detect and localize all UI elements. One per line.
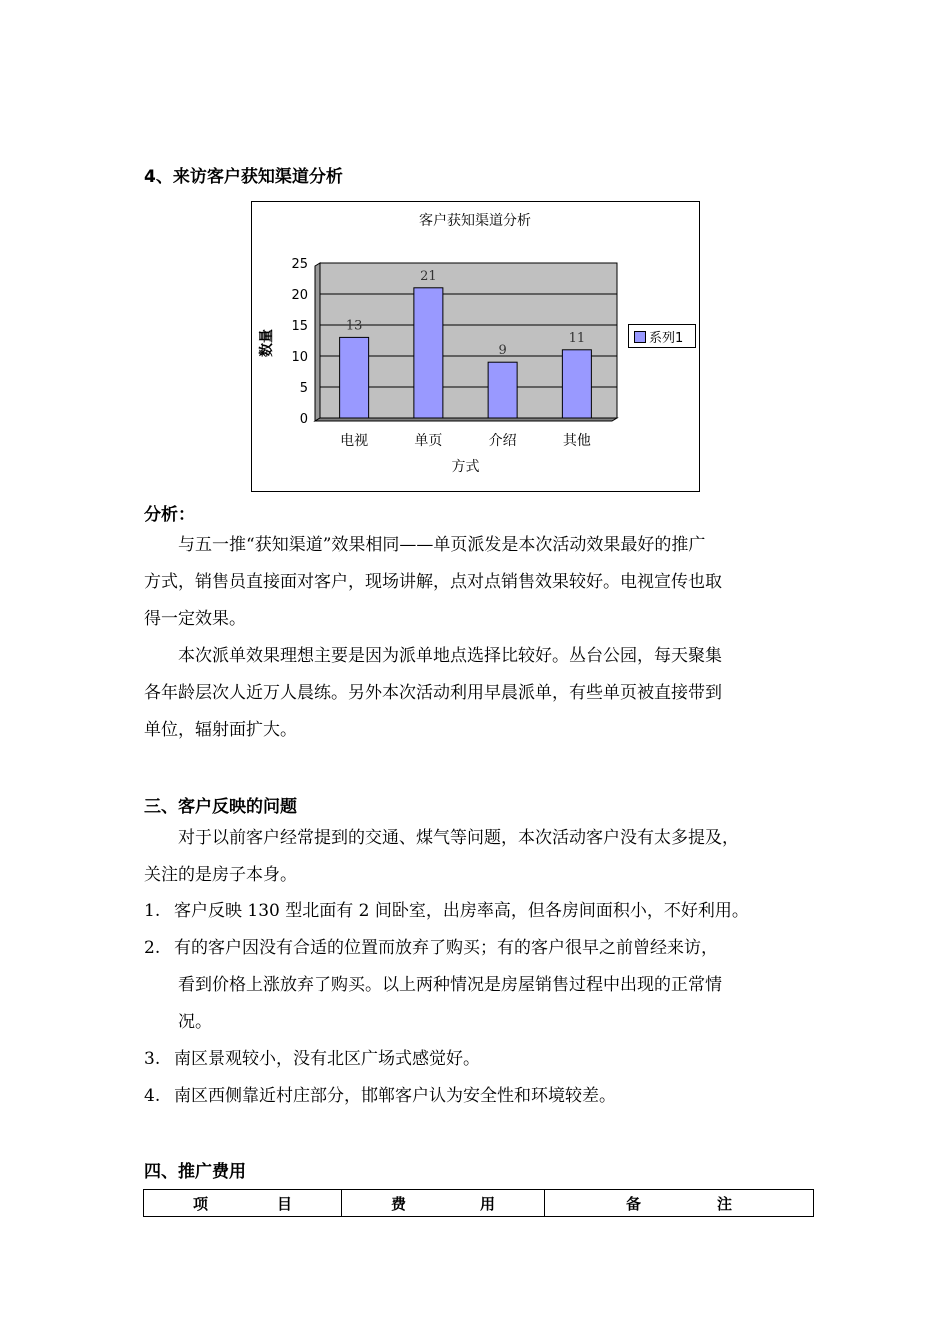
- bar: [562, 350, 591, 418]
- data-label: 21: [420, 268, 437, 284]
- section3-intro: [144, 820, 824, 894]
- section-heading-promo-cost: 四、推广费用: [144, 1162, 246, 1182]
- data-label: 9: [498, 343, 507, 359]
- text-line: 与五一推“获知渠道”效果相同——单页派发是本次活动效果最好的推广: [178, 535, 706, 555]
- y-axis-label: 数量: [259, 329, 275, 357]
- list-text: 有的客户因没有合适的位置而放弃了购买；有的客户很早之前曾经来访，: [174, 938, 718, 958]
- y-tick-label: 5: [299, 381, 308, 396]
- table-header-cell: [342, 1190, 545, 1217]
- analysis-heading: 分析：: [144, 505, 195, 525]
- table-header-row: [144, 1190, 814, 1217]
- text-line: 关注的是房子本身。: [144, 865, 297, 885]
- table-header-cell: [545, 1190, 814, 1217]
- list-text: 客户反映 130 型北面有 2 间卧室，出房率高，但各房间面积小，不好利用。: [174, 901, 749, 921]
- chart-title: 客户获知渠道分析: [419, 213, 531, 229]
- list-continuation: 看到价格上涨放弃了购买。以上两种情况是房屋销售过程中出现的正常情: [178, 975, 722, 995]
- list-continuation: 况。: [178, 1012, 212, 1032]
- list-item: [144, 1041, 824, 1078]
- data-label: 13: [345, 318, 363, 334]
- table-header-cell: [144, 1190, 342, 1217]
- header-char: 用: [479, 1194, 495, 1213]
- header-char: 项: [193, 1194, 209, 1213]
- chart-legend: [628, 324, 696, 348]
- data-label: 11: [568, 330, 586, 346]
- plot-side-wall: [315, 263, 320, 421]
- x-axis-label: 方式: [451, 459, 480, 475]
- bar: [340, 337, 369, 418]
- list-text: 南区景观较小，没有北区广场式感觉好。: [174, 1049, 480, 1069]
- y-tick-label: 25: [291, 257, 308, 272]
- text-line: 方式，销售员直接面对客户，现场讲解，点对点销售效果较好。电视宣传也取: [144, 572, 722, 592]
- section-heading-3: 三、客户反映的问题: [144, 797, 297, 817]
- y-tick-label: 0: [299, 412, 308, 427]
- cost-table: [143, 1189, 814, 1217]
- header-char: 费: [391, 1194, 407, 1213]
- list-number: 1.: [144, 901, 161, 921]
- list-item: [144, 930, 824, 967]
- analysis-paragraph-2: [144, 638, 824, 749]
- x-tick-label: 电视: [340, 433, 369, 449]
- text-line: 单位，辐射面扩大。: [144, 720, 297, 740]
- section-heading-4: 4、来访客户获知渠道分析: [144, 167, 343, 187]
- list-number: 2.: [144, 938, 161, 958]
- y-tick-label: 15: [291, 319, 308, 334]
- x-tick-label: 其他: [562, 433, 591, 449]
- text-line: 本次派单效果理想主要是因为派单地点选择比较好。丛台公园，每天聚集: [178, 646, 722, 666]
- list-number: 4.: [144, 1086, 161, 1106]
- list-item: [144, 1078, 824, 1115]
- header-char: 目: [276, 1194, 292, 1213]
- text-line: 得一定效果。: [144, 609, 246, 629]
- x-tick-label: 单页: [414, 433, 443, 449]
- list-text: 南区西侧靠近村庄部分，邯郸客户认为安全性和环境较差。: [174, 1086, 616, 1106]
- text-line: 对于以前客户经常提到的交通、煤气等问题，本次活动客户没有太多提及，: [178, 828, 739, 848]
- legend-label: 系列1: [649, 331, 684, 346]
- bar: [414, 288, 443, 418]
- y-tick-label: 20: [291, 288, 308, 303]
- text-line: 各年龄层次人近万人晨练。另外本次活动利用早晨派单，有些单页被直接带到: [144, 683, 722, 703]
- list-number: 3.: [144, 1049, 161, 1069]
- analysis-paragraph-1: [144, 527, 824, 638]
- bar: [488, 362, 517, 418]
- header-char: 备: [626, 1194, 642, 1213]
- list-item: [144, 893, 824, 930]
- y-tick-label: 10: [291, 350, 308, 365]
- legend-swatch: [634, 331, 646, 343]
- header-char: 注: [716, 1194, 732, 1213]
- x-tick-label: 介绍: [488, 433, 517, 449]
- issues-list: [144, 893, 824, 1115]
